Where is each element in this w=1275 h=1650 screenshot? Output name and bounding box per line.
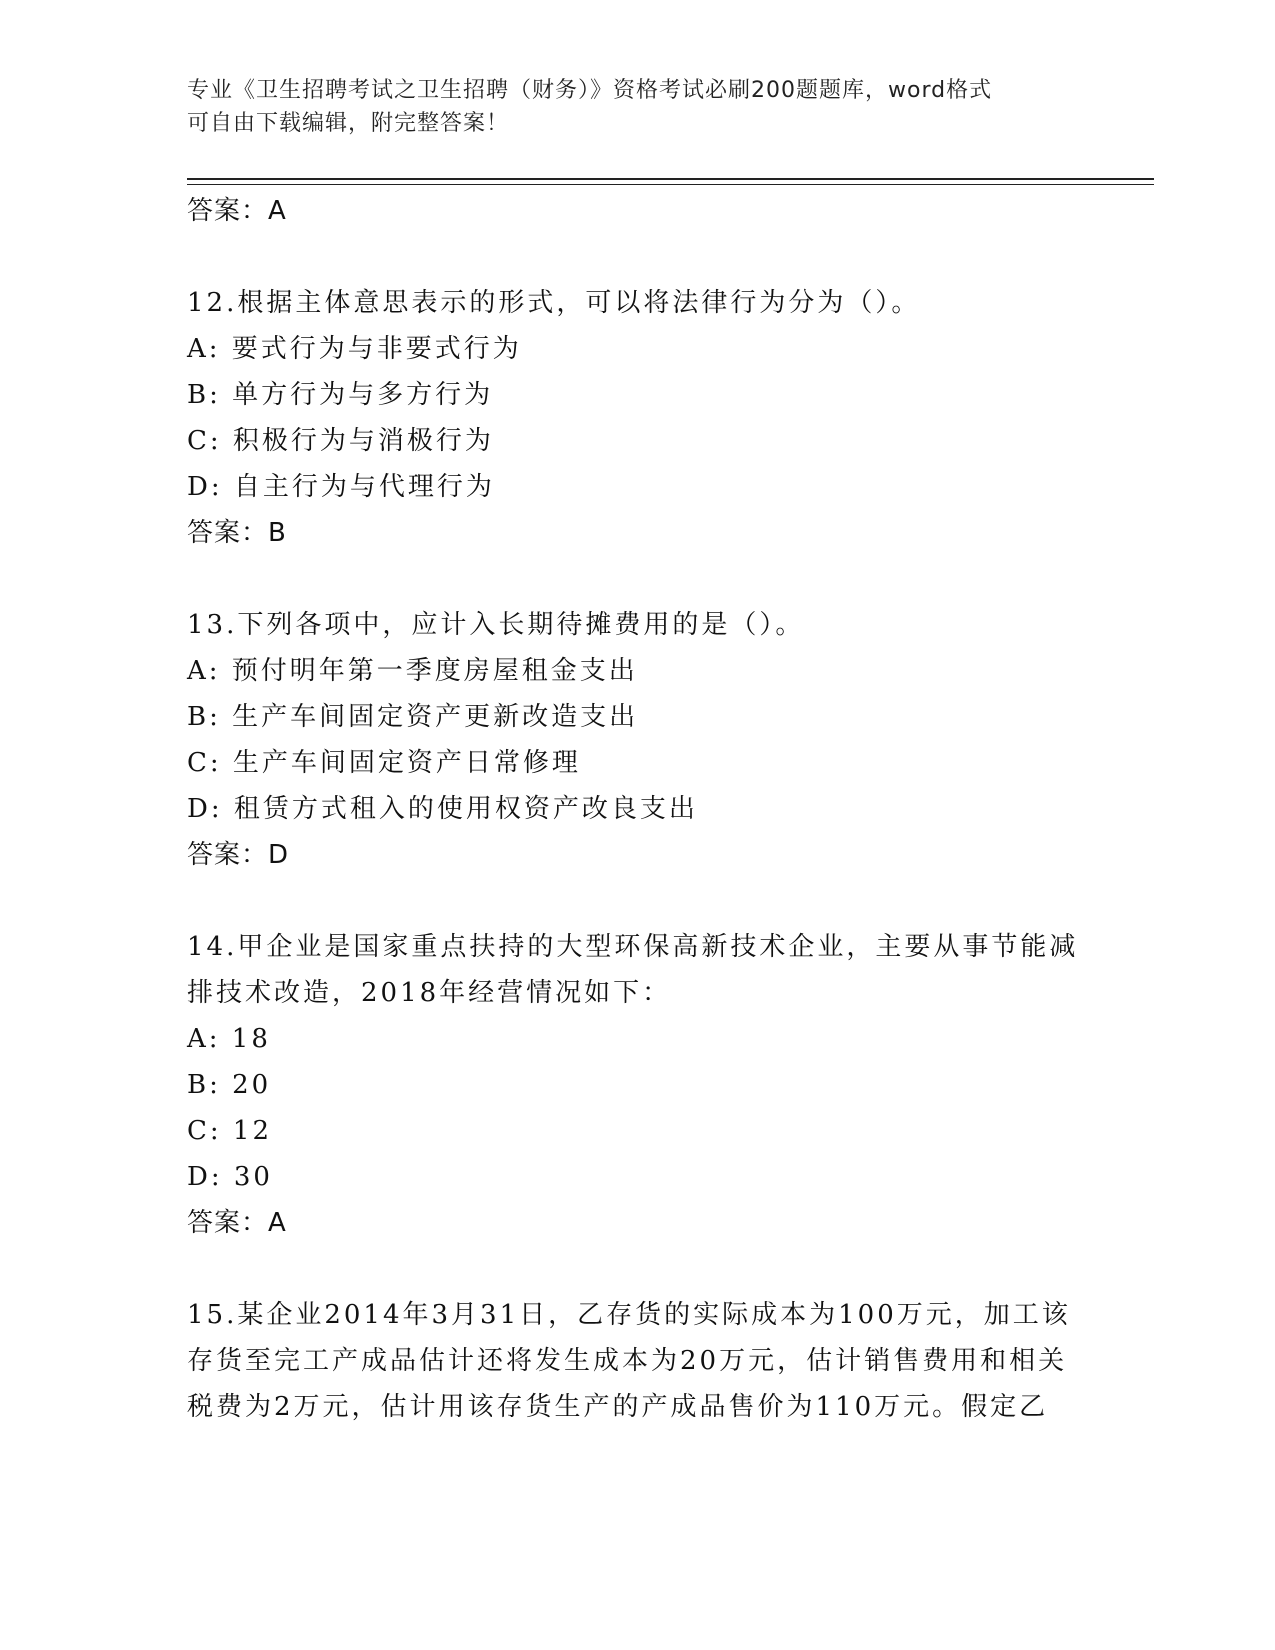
question-12: [187, 280, 1087, 556]
question-stem: 12.根据主体意思表示的形式，可以将法律行为分为（）。: [187, 288, 921, 318]
option-d: D: 自主行为与代理行为: [187, 472, 495, 502]
option-b: B: 20: [187, 1070, 272, 1100]
option-c: C: 生产车间固定资产日常修理: [187, 748, 581, 778]
answer-label: 答案：B: [187, 518, 287, 548]
option-d: D: 租赁方式租入的使用权资产改良支出: [187, 794, 698, 824]
option-a: A: 18: [187, 1024, 271, 1054]
option-c: C: 积极行为与消极行为: [187, 426, 494, 456]
option-a: A: 要式行为与非要式行为: [187, 334, 522, 364]
option-d: D: 30: [187, 1162, 273, 1192]
question-15: [187, 1292, 1087, 1430]
question-14: [187, 924, 1087, 1246]
question-stem: 13.下列各项中，应计入长期待摊费用的是（）。: [187, 610, 805, 640]
option-b: B: 单方行为与多方行为: [187, 380, 494, 410]
option-c: C: 12: [187, 1116, 273, 1146]
question-list: [187, 188, 1087, 1430]
header-line-2: 可自由下载编辑，附完整答案！: [187, 111, 510, 136]
question-stem-line-1: 15.某企业2014年3月31日，乙存货的实际成本为100万元，加工该: [187, 1300, 1071, 1330]
question-stem-line-2: 排技术改造，2018年经营情况如下：: [187, 978, 672, 1008]
question-13: [187, 602, 1087, 878]
answer-label: 答案：A: [187, 196, 287, 226]
header-divider-thick: [187, 178, 1154, 180]
answer-label: 答案：A: [187, 1208, 287, 1238]
question-stem-line-2: 存货至完工产成品估计还将发生成本为20万元，估计销售费用和相关: [187, 1346, 1068, 1376]
question-stem-line-3: 税费为2万元，估计用该存货生产的产成品售价为110万元。假定乙: [187, 1392, 1049, 1422]
option-b: B: 生产车间固定资产更新改造支出: [187, 702, 639, 732]
option-a: A: 预付明年第一季度房屋租金支出: [187, 656, 638, 686]
answer-label: 答案：D: [187, 840, 290, 870]
header-line-1: 专业《卫生招聘考试之卫生招聘（财务）》资格考试必刷200题题库，word格式: [187, 78, 993, 103]
header-divider-thin: [187, 184, 1154, 185]
question-stem-line-1: 14.甲企业是国家重点扶持的大型环保高新技术企业，主要从事节能减: [187, 932, 1079, 962]
document-header: [187, 74, 1067, 140]
